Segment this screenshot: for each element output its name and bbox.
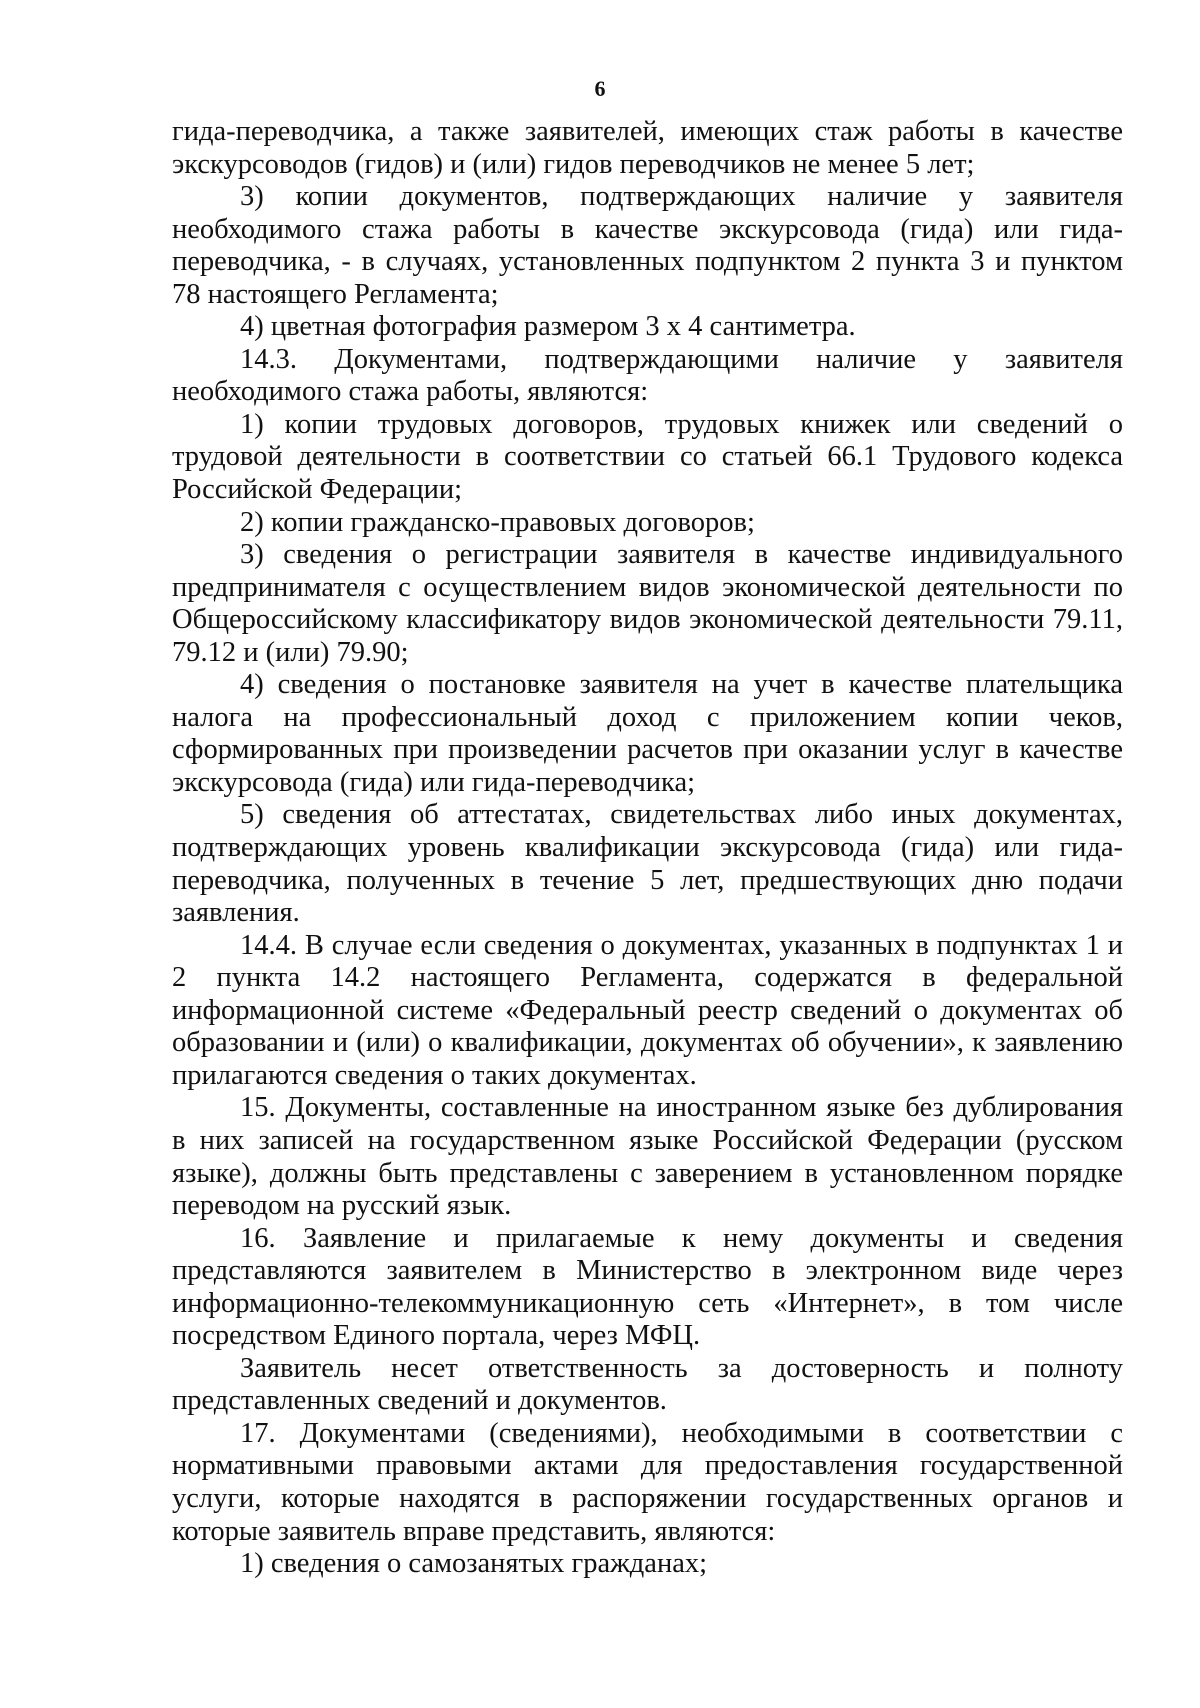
paragraph-continuation: гида-переводчика, а также заявителей, имеющих стаж работы в качестве экскурсоводов (гидов) и (или) гидов переводчиков не менее 5 лет;: [172, 116, 1123, 180]
paragraph-14-4: 14.4. В случае если сведения о документах, указанных в подпунктах 1 и 2 пункта 14.2 настоящего Регламента, содержатся в федеральной информационной системе «Федеральный реестр сведений о документах об образовании и (или) о квалификации, документах об обучении», к заявлению прилагаются сведения о таких документах.: [172, 929, 1123, 1091]
paragraph-14-3-item-4: 4) сведения о постановке заявителя на учет в качестве плательщика налога на профессиональный доход с приложением копии чеков, сформированных при произведении расчетов при оказании услуг в качестве экскурсовода (гида) или гида-переводчика;: [172, 669, 1123, 798]
paragraph-17-item-1: 1) сведения о самозанятых гражданах;: [240, 1548, 708, 1580]
paragraph-item-3-copies: 3) копии документов, подтверждающих наличие у заявителя необходимого стажа работы в качестве экскурсовода (гида) или гида-переводчика, - в случаях, установленных подпунктом 2 пункта 3 и пунктом 78 настоящего Регламента;: [172, 181, 1123, 310]
paragraph-14-3-item-2: 2) копии гражданско-правовых договоров;: [240, 506, 755, 538]
page-number: 6: [594, 76, 606, 101]
paragraph-17: 17. Документами (сведениями), необходимыми в соответствии с нормативными правовыми актами для предоставления государственной услуги, которые находятся в распоряжении государственных органов и которые заявитель вправе представить, являются:: [172, 1417, 1123, 1547]
paragraph-14-3: 14.3. Документами, подтверждающими наличие у заявителя необходимого стажа работы, являются:: [172, 343, 1123, 408]
paragraph-14-3-item-5: 5) сведения об аттестатах, свидетельствах либо иных документах, подтверждающих уровень квалификации экскурсовода (гида) или гида-переводчика, полученных в течение 5 лет, предшествующих дню подачи заявления.: [172, 799, 1123, 929]
document-body: [172, 116, 1123, 1581]
paragraph-14-3-item-3: 3) сведения о регистрации заявителя в качестве индивидуального предпринимателя с осуществлением видов экономической деятельности по Общероссийскому классификатору видов экономической деятельности 79.11, 79.12 и (или) 79.90;: [172, 539, 1123, 668]
paragraph-14-3-item-1: 1) копии трудовых договоров, трудовых книжек или сведений о трудовой деятельности в соответствии со статьей 66.1 Трудового кодекса Российской Федерации;: [172, 408, 1123, 506]
paragraph-item-4-photo: 4) цветная фотография размером 3 х 4 сантиметра.: [240, 311, 856, 343]
paragraph-16: 16. Заявление и прилагаемые к нему документы и сведения представляются заявителем в Министерство в электронном виде через информационно-телекоммуникационную сеть «Интернет», в том числе посредством Единого портала, через МФЦ.: [172, 1222, 1123, 1352]
paragraph-15: 15. Документы, составленные на иностранном языке без дублирования в них записей на государственном языке Российской Федерации (русском языке), должны быть представлены с заверением в установленном порядке переводом на русский язык.: [172, 1092, 1123, 1222]
paragraph-16-responsibility: Заявитель несет ответственность за достоверность и полноту представленных сведений и документов.: [172, 1352, 1123, 1417]
